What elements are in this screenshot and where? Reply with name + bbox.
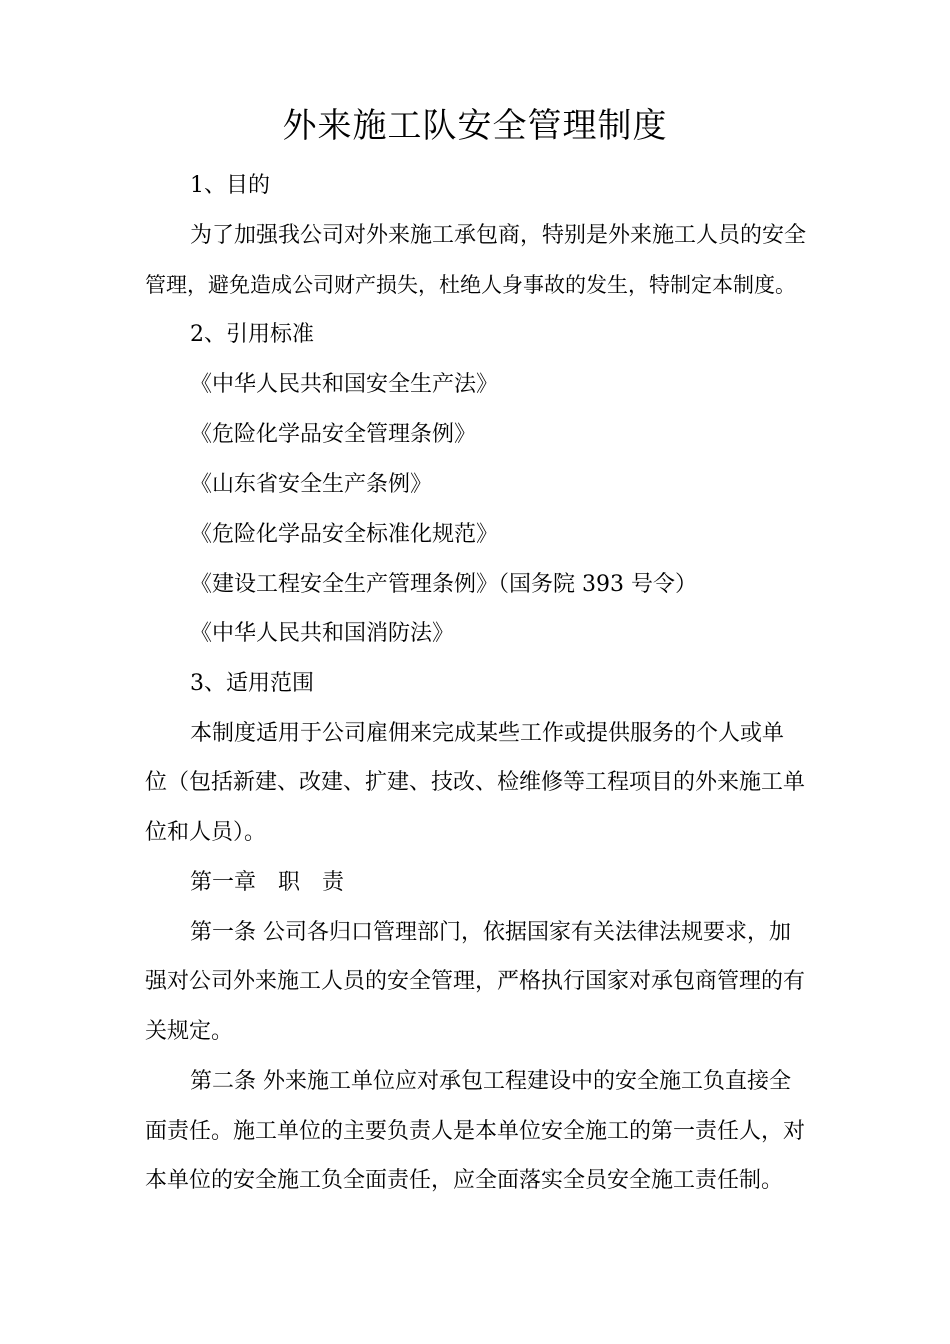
article-line: 关规定。 [145, 1019, 234, 1044]
article-line: 本单位的安全施工负全面责任，应全面落实全员安全施工责任制。 [145, 1168, 784, 1193]
standard-item: 《中华人民共和国消防法》 [190, 621, 455, 646]
section-heading-scope: 3、适用范围 [190, 671, 314, 696]
article-line: 第二条 外来施工单位应对承包工程建设中的安全施工负直接全 [190, 1069, 791, 1094]
article-line: 强对公司外来施工人员的安全管理，严格执行国家对承包商管理的有 [145, 969, 806, 994]
section-heading-standards: 2、引用标准 [190, 322, 314, 347]
paragraph-line: 位（包括新建、改建、扩建、技改、检维修等工程项目的外来施工单 [145, 770, 806, 795]
standard-item: 《危险化学品安全管理条例》 [190, 422, 477, 447]
document-title: 外来施工队安全管理制度 [282, 106, 668, 146]
standard-item: 《建设工程安全生产管理条例》（国务院 393 号令） [190, 572, 697, 597]
section-heading-purpose: 1、目的 [190, 173, 270, 198]
article-line: 面责任。施工单位的主要负责人是本单位安全施工的第一责任人，对 [145, 1119, 806, 1144]
article-line: 第一条 公司各归口管理部门，依据国家有关法律法规要求，加 [190, 920, 791, 945]
standard-item: 《中华人民共和国安全生产法》 [190, 372, 499, 397]
standard-item: 《危险化学品安全标准化规范》 [190, 522, 499, 547]
paragraph-line: 本制度适用于公司雇佣来完成某些工作或提供服务的个人或单 [190, 721, 785, 746]
paragraph-line: 管理，避免造成公司财产损失，杜绝人身事故的发生，特制定本制度。 [145, 273, 796, 297]
chapter-heading: 第一章 职 责 [190, 870, 345, 895]
paragraph-line: 位和人员）。 [145, 820, 267, 845]
paragraph-line: 为了加强我公司对外来施工承包商，特别是外来施工人员的安全 [190, 223, 807, 248]
standard-item: 《山东省安全生产条例》 [190, 472, 433, 497]
